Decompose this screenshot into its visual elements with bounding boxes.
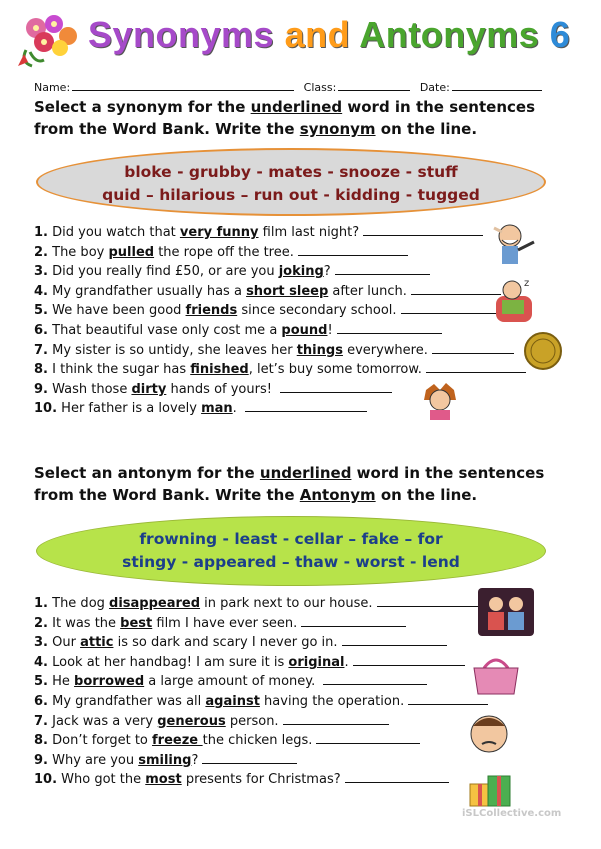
- underlined-word: finished: [190, 362, 249, 378]
- question-text: Did you really find £50, or are you: [52, 264, 279, 280]
- question-text: Look at her handbag! I am sure it is: [52, 654, 289, 670]
- word-bank-line: frowning - least - cellar – fake – for: [139, 530, 443, 548]
- underlined-word: smiling: [138, 752, 192, 768]
- antonym-question-list: [34, 594, 488, 790]
- question-text: in park next to our house.: [200, 596, 373, 611]
- answer-blank[interactable]: [337, 321, 442, 334]
- question-text: a large amount of money.: [144, 674, 320, 690]
- instruction-underlined: synonym: [299, 120, 376, 138]
- question-item: [34, 594, 488, 614]
- name-label: Name:: [34, 81, 71, 94]
- underlined-word: very funny: [179, 225, 259, 240]
- name-field[interactable]: [72, 78, 294, 91]
- underlined-word: friends: [185, 303, 238, 319]
- presents-clipart-icon: [468, 768, 512, 808]
- question-number: 10.: [34, 401, 58, 417]
- question-number: 2.: [34, 615, 48, 631]
- question-number: 9.: [34, 752, 48, 768]
- question-item: [34, 751, 488, 771]
- question-text: hands of yours!: [166, 381, 277, 397]
- question-text: That beautiful vase only cost me a: [52, 322, 282, 338]
- answer-blank[interactable]: [245, 399, 367, 412]
- question-text: Why are you: [52, 752, 139, 768]
- instruction-text: word in the sentences from the Word Bank. Write the: [34, 98, 535, 138]
- word-bank-line: stingy - appeared – thaw - worst - lend: [122, 553, 460, 571]
- question-number: 7.: [34, 342, 48, 358]
- answer-blank[interactable]: [316, 731, 420, 744]
- question-number: 6.: [34, 322, 48, 338]
- answer-blank[interactable]: [301, 614, 406, 627]
- question-number: 3.: [34, 264, 48, 280]
- underlined-word: joking: [278, 264, 324, 280]
- question-text: the rope off the tree.: [154, 244, 294, 260]
- answer-blank[interactable]: [323, 672, 427, 685]
- question-text: We have been good: [52, 303, 186, 319]
- question-text: Her father is a lovely: [61, 401, 202, 417]
- question-text: My grandfather usually has a: [52, 283, 247, 299]
- couple-watching-film-clipart-icon: [478, 588, 534, 636]
- underlined-word: things: [296, 342, 343, 358]
- underlined-word: short sleep: [246, 283, 329, 299]
- question-text: presents for Christmas?: [181, 772, 341, 788]
- question-item: [34, 243, 526, 263]
- sleeping-grandfather-clipart-icon: [490, 276, 540, 326]
- messy-girl-clipart-icon: [420, 380, 460, 420]
- synonym-word-bank: [36, 148, 546, 216]
- answer-blank[interactable]: [411, 282, 501, 295]
- title-word-3: Antonyms: [359, 14, 540, 55]
- instruction-text: Select a synonym for the: [34, 98, 251, 116]
- question-item: [34, 614, 488, 634]
- question-number: 5.: [34, 303, 48, 319]
- word-bank-line: bloke - grubby - mates - snooze - stuff: [124, 163, 458, 181]
- question-text: I think the sugar has: [52, 362, 191, 378]
- instruction-underlined: underlined: [250, 98, 343, 116]
- question-item: [34, 672, 488, 692]
- question-item: [34, 731, 488, 751]
- question-text: ?: [323, 264, 331, 280]
- question-item: [34, 262, 526, 282]
- date-label: Date:: [419, 81, 450, 94]
- underlined-word: dirty: [131, 381, 167, 397]
- answer-blank[interactable]: [377, 594, 482, 607]
- question-item: [34, 321, 526, 341]
- underlined-word: most: [145, 772, 182, 788]
- title-word-1: Synonyms: [88, 14, 275, 55]
- question-text: It was the: [52, 615, 121, 631]
- question-number: 8.: [34, 733, 48, 749]
- question-text: , let’s buy some tomorrow.: [248, 362, 422, 378]
- antonym-word-bank: [36, 516, 546, 586]
- class-field[interactable]: [338, 78, 410, 91]
- question-text: My grandfather was all: [52, 693, 206, 709]
- instruction-text: Select an antonym for the: [34, 464, 260, 482]
- answer-blank[interactable]: [401, 301, 501, 314]
- question-number: 6.: [34, 693, 48, 709]
- question-item: [34, 770, 488, 790]
- flower-bouquet-icon: [14, 10, 86, 70]
- answer-blank[interactable]: [335, 262, 430, 275]
- student-info-row: [34, 78, 542, 94]
- antonym-instructions: [34, 462, 564, 506]
- answer-blank[interactable]: [426, 360, 526, 373]
- question-text: My sister is so untidy, she leaves her: [52, 342, 297, 358]
- question-text: ?: [191, 752, 199, 768]
- question-text: film last night?: [258, 225, 360, 240]
- question-item: [34, 692, 488, 712]
- question-text: .: [344, 654, 349, 670]
- question-text: Our: [52, 635, 81, 651]
- instruction-text: on the line.: [375, 120, 478, 138]
- answer-blank[interactable]: [280, 380, 392, 393]
- underlined-word: borrowed: [74, 674, 145, 690]
- underlined-word: best: [120, 615, 153, 631]
- answer-blank[interactable]: [432, 341, 514, 354]
- question-text: The dog: [52, 596, 110, 611]
- underlined-word: attic: [80, 635, 114, 651]
- underlined-word: disappeared: [109, 596, 201, 611]
- answer-blank[interactable]: [345, 770, 449, 783]
- question-text: Don’t forget to: [52, 733, 152, 749]
- question-text: Jack was a very: [52, 713, 158, 729]
- question-number: 7.: [34, 713, 48, 729]
- answer-blank[interactable]: [202, 751, 297, 764]
- synonym-instructions: [34, 96, 564, 140]
- instruction-underlined: underlined: [259, 464, 352, 482]
- laughing-man-clipart-icon: [488, 222, 538, 270]
- underlined-word: against: [205, 693, 260, 709]
- question-number: 8.: [34, 362, 48, 378]
- question-item: [34, 341, 526, 361]
- question-number: 2.: [34, 244, 48, 260]
- question-text: is so dark and scary I never go in.: [113, 635, 338, 651]
- question-item: [34, 653, 488, 673]
- date-field[interactable]: [452, 78, 542, 91]
- question-text: Who got the: [61, 772, 146, 788]
- underlined-word: original: [288, 654, 345, 670]
- frowning-boy-clipart-icon: [466, 710, 512, 758]
- title-word-2: and: [284, 14, 351, 55]
- question-item: [34, 301, 526, 321]
- question-number: 10.: [34, 772, 58, 788]
- question-text: Wash those: [52, 381, 132, 397]
- underlined-word: pulled: [108, 244, 155, 260]
- instruction-text: word in the sentences from the Word Bank. Write the: [34, 464, 545, 504]
- question-item: [34, 633, 488, 653]
- question-number: 5.: [34, 674, 48, 690]
- question-number: 9.: [34, 381, 48, 397]
- question-number: 4.: [34, 654, 48, 670]
- question-number: 1.: [34, 596, 48, 611]
- question-text: film I have ever seen.: [152, 615, 298, 631]
- instruction-underlined: Antonym: [299, 486, 376, 504]
- underlined-word: generous: [157, 713, 226, 729]
- answer-blank[interactable]: [363, 223, 483, 236]
- question-text: since secondary school.: [237, 303, 397, 319]
- question-text: The boy: [52, 244, 109, 260]
- instruction-text: on the line.: [375, 486, 478, 504]
- pound-coin-clipart-icon: [522, 330, 564, 372]
- answer-blank[interactable]: [342, 633, 447, 646]
- question-item: [34, 360, 526, 380]
- question-text: after lunch.: [328, 283, 407, 299]
- title-word-4: 6: [549, 14, 571, 55]
- question-number: 3.: [34, 635, 48, 651]
- question-item: [34, 282, 526, 302]
- underlined-word: pound: [281, 322, 328, 338]
- svg-text:z: z: [524, 278, 530, 289]
- watermark: iSLCollective.com: [462, 808, 562, 819]
- question-number: 1.: [34, 225, 48, 240]
- answer-blank[interactable]: [283, 712, 389, 725]
- question-text: !: [327, 322, 333, 338]
- answer-blank[interactable]: [353, 653, 465, 666]
- handbag-clipart-icon: [470, 652, 522, 698]
- question-text: everywhere.: [342, 342, 428, 358]
- underlined-word: man: [201, 401, 233, 417]
- question-text: the chicken legs.: [202, 733, 313, 749]
- answer-blank[interactable]: [298, 243, 408, 256]
- class-label: Class:: [303, 81, 337, 94]
- question-item: [34, 712, 488, 732]
- word-bank-line: quid – hilarious – run out - kidding - tugged: [102, 186, 480, 204]
- page-title: [88, 14, 570, 56]
- question-text: person.: [225, 713, 279, 729]
- question-text: Did you watch that: [52, 225, 180, 240]
- underlined-word: freeze: [152, 733, 203, 749]
- question-text: having the operation.: [259, 693, 405, 709]
- question-item: [34, 223, 526, 243]
- question-number: 4.: [34, 283, 48, 299]
- question-text: He: [52, 674, 75, 690]
- question-text: .: [232, 401, 241, 417]
